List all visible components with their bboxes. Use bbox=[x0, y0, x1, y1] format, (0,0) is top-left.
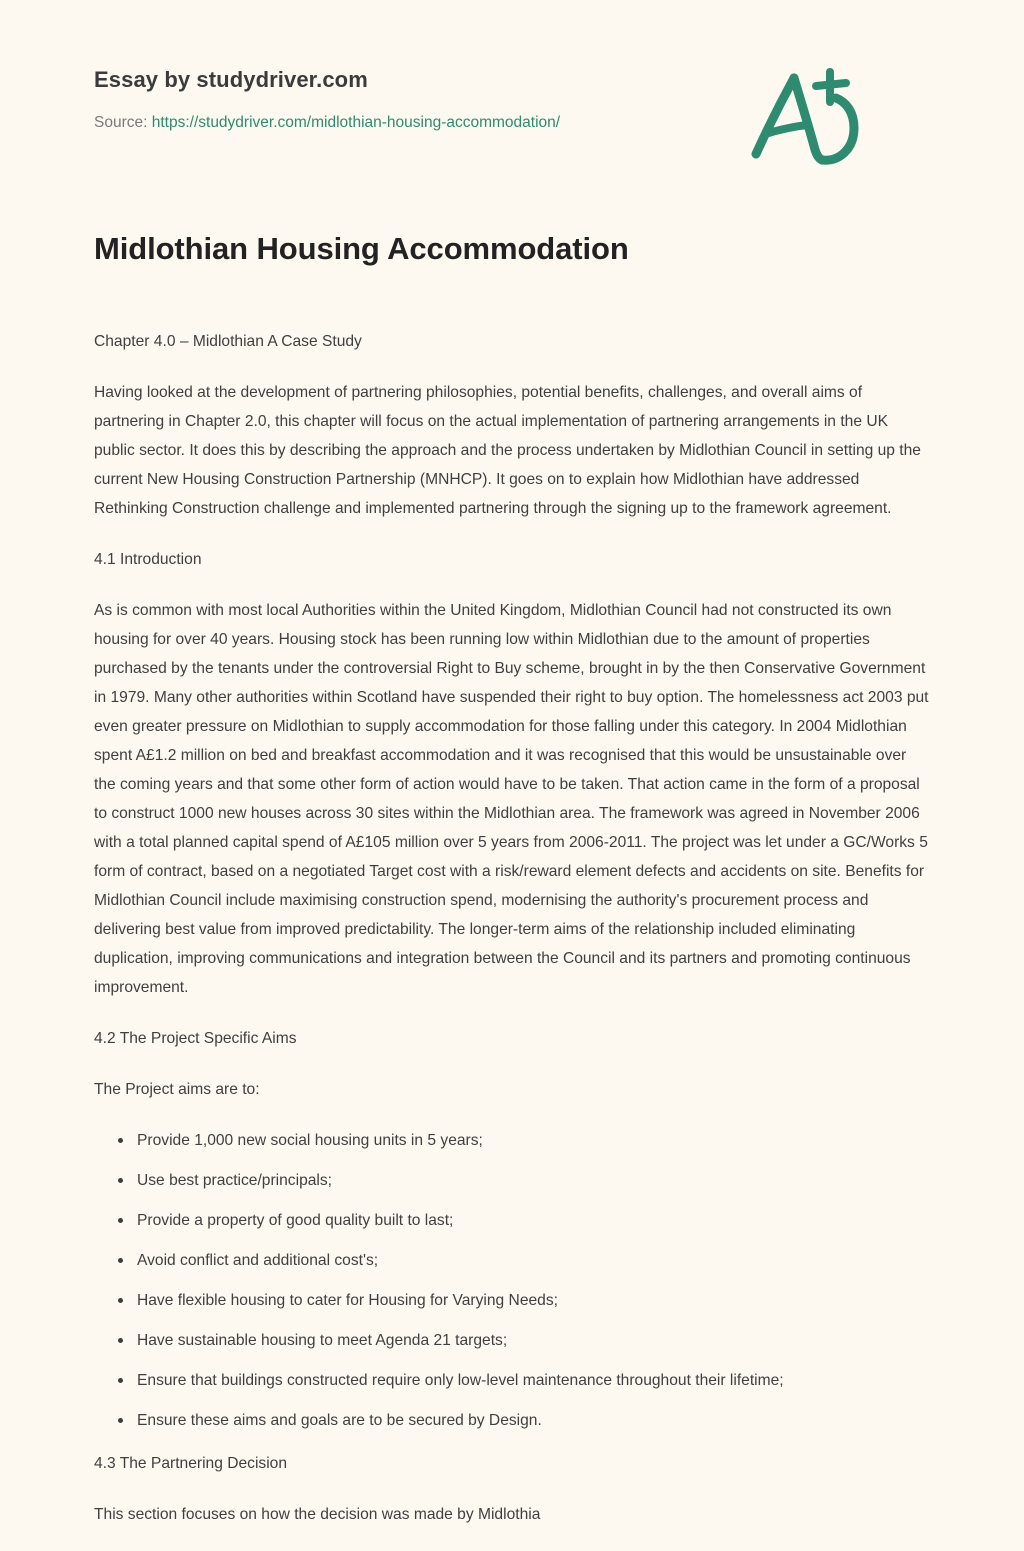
a-plus-logo bbox=[744, 62, 874, 172]
source-label: Source: bbox=[94, 114, 148, 131]
list-item bbox=[94, 1286, 930, 1315]
aims-intro: The Project aims are to: bbox=[94, 1081, 260, 1098]
section-4-3-paragraph: This section focuses on how the decision was made by Midlothia bbox=[94, 1506, 541, 1523]
list-item-label: Have sustainable housing to meet Agenda 21 targets; bbox=[137, 1332, 508, 1349]
list-item-label: Provide 1,000 new social housing units in 5 years; bbox=[137, 1132, 483, 1149]
list-item bbox=[94, 1326, 930, 1355]
list-item bbox=[94, 1126, 930, 1155]
essay-body bbox=[94, 327, 930, 1529]
list-item-label: Ensure these aims and goals are to be secured by Design. bbox=[137, 1412, 542, 1429]
essay-byline: Essay by studydriver.com bbox=[94, 67, 368, 92]
list-item bbox=[94, 1166, 930, 1195]
list-item-label: Use best practice/principals; bbox=[137, 1172, 333, 1189]
intro-paragraph: Having looked at the development of partnering philosophies, potential benefits, challenges, and overall aims of partnering in Chapter 2.0, this chapter will focus on the actual implementation of partnering arrangements in the UK public sector. It does this by describing the approach and the process undertaken by Midlothian Council in setting up the current New Housing Construction Partnership (MNHCP). It goes on to explain how Midlothian have addressed Rethinking Construction challenge and implemented partnering through the signing up to the framework agreement. bbox=[94, 384, 921, 517]
bullet-icon bbox=[118, 1418, 123, 1423]
bullet-icon bbox=[118, 1298, 123, 1303]
page-title: Midlothian Housing Accommodation bbox=[94, 231, 629, 266]
list-item bbox=[94, 1406, 930, 1435]
section-4-2-heading: 4.2 The Project Specific Aims bbox=[94, 1030, 297, 1047]
list-item-label: Have flexible housing to cater for Housing for Varying Needs; bbox=[137, 1292, 558, 1309]
section-4-1-heading: 4.1 Introduction bbox=[94, 551, 202, 568]
section-4-3-heading: 4.3 The Partnering Decision bbox=[94, 1455, 288, 1472]
bullet-icon bbox=[118, 1218, 123, 1223]
bullet-icon bbox=[118, 1338, 123, 1343]
list-item-label: Provide a property of good quality built to last; bbox=[137, 1212, 454, 1229]
project-aims-list bbox=[94, 1126, 930, 1435]
bullet-icon bbox=[118, 1178, 123, 1183]
bullet-icon bbox=[118, 1378, 123, 1383]
list-item-label: Avoid conflict and additional cost's; bbox=[137, 1252, 379, 1269]
page-header bbox=[94, 0, 930, 134]
bullet-icon bbox=[118, 1138, 123, 1143]
list-item bbox=[94, 1206, 930, 1235]
bullet-icon bbox=[118, 1258, 123, 1263]
list-item bbox=[94, 1246, 930, 1275]
chapter-heading: Chapter 4.0 – Midlothian A Case Study bbox=[94, 333, 362, 350]
list-item-label: Ensure that buildings constructed require only low-level maintenance throughout their lifetime; bbox=[137, 1372, 784, 1389]
list-item bbox=[94, 1366, 930, 1395]
section-4-1-paragraph: As is common with most local Authorities within the United Kingdom, Midlothian Council had not constructed its own housing for over 40 years. Housing stock has been running low within Midlothian due to the amount of properties purchased by the tenants under the controversial Right to Buy scheme, brought in by the then Conservative Government in 1979. Many other authorities within Scotland have suspended their right to buy option. The homelessness act 2003 put even greater pressure on Midlothian to supply accommodation for those falling under this category. In 2004 Midlothian spent A£1.2 million on bed and breakfast accommodation and it was recognised that this would be unsustainable over the coming years and that some other form of action would have to be taken. That action came in the form of a proposal to construct 1000 new houses across 30 sites within the Midlothian area. The framework was agreed in November 2006 with a total planned capital spend of A£105 million over 5 years from 2006-2011. The project was let under a GC/Works 5 form of contract, based on a negotiated Target cost with a risk/reward element defects and accidents on site. Benefits for Midlothian Council include maximising construction spend, modernising the authority's procurement process and delivering best value from improved predictability. The longer-term aims of the relationship included eliminating duplication, improving communications and integration between the Council and its partners and promoting continuous improvement. bbox=[94, 602, 929, 996]
source-url-link[interactable]: https://studydriver.com/midlothian-housing-accommodation/ bbox=[151, 114, 561, 131]
